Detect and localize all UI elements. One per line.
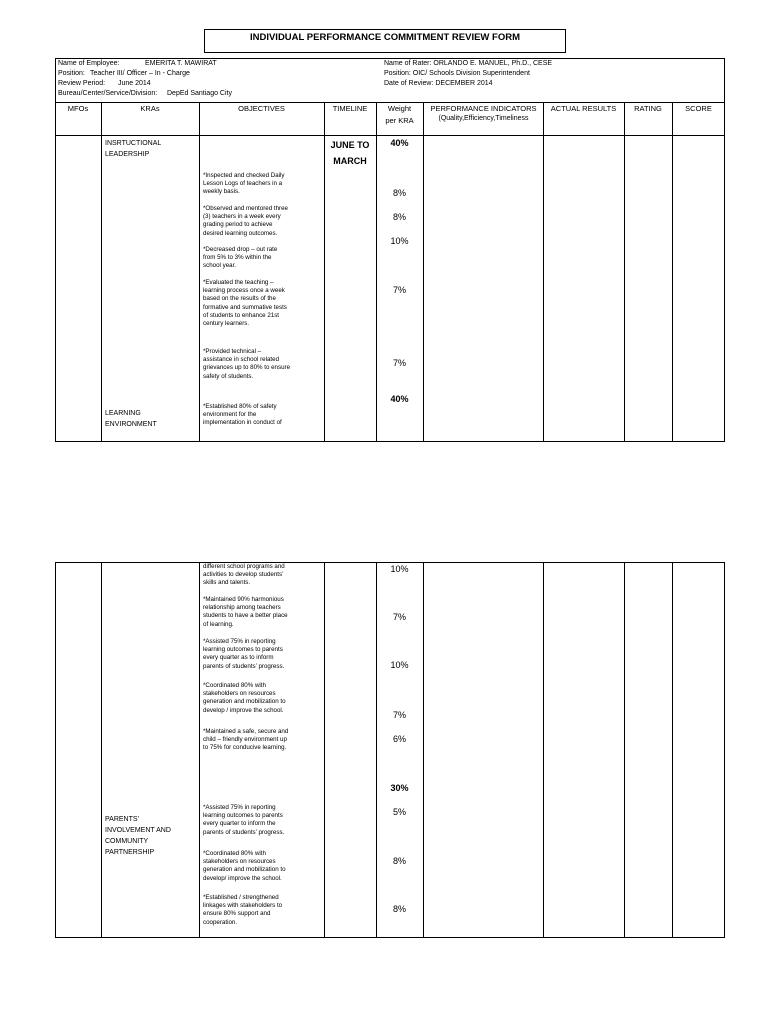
objective-item: *Observed and mentored three (3) teachers in a week every grading period to achieve desired learning outcomes. xyxy=(203,205,288,237)
objective-item: *Maintained a safe, secure and child – friendly environment up to 75% for conducive learning. xyxy=(203,728,289,752)
objective-item: *Established / strengthened linkages with stakeholders to ensure 80% support and cooperation. xyxy=(203,894,283,926)
weight-value: 6% xyxy=(392,734,406,744)
bureau-label: Bureau/Center/Service/Division: xyxy=(58,90,158,97)
objective-item: *Decreased drop – out rate from 5% to 3% within the school year. xyxy=(203,246,278,270)
objective-item: *Maintained 90% harmonious relationship among teachers students to have a better place of learning. xyxy=(203,596,288,628)
weight-value: 8% xyxy=(392,904,406,914)
weight-value: 7% xyxy=(392,612,406,622)
objective-item: *Evaluated the teaching – learning process once a week based on the results of the formative and summative tests of students to enhance 21st century learners. xyxy=(203,279,287,328)
weight-value: 8% xyxy=(392,212,406,222)
header-weight: Weight xyxy=(387,104,412,113)
header-actual-results: ACTUAL RESULTS xyxy=(550,104,617,113)
weight-value: 10% xyxy=(390,236,409,246)
objective-item: *Established 80% of safety environment for the implementation in conduct of xyxy=(203,403,282,427)
objective-item: *Assisted 75% in reporting learning outcomes to parents every quarter as to inform parents of students’ progress. xyxy=(203,638,285,670)
review-period-label: Review Period: xyxy=(58,80,106,87)
form-title: INDIVIDUAL PERFORMANCE COMMITMENT REVIEW FORM xyxy=(204,29,566,53)
header-objectives: OBJECTIVES xyxy=(238,104,285,113)
bureau-value: DepEd Santiago City xyxy=(167,90,232,97)
rater-position: Position: OIC/ Schools Division Superintendent xyxy=(384,70,530,77)
header-weight-per-kra: per KRA xyxy=(385,116,414,125)
header-performance-indicators: PERFORMANCE INDICATORS xyxy=(430,104,537,113)
weight-value: 5% xyxy=(392,807,406,817)
position-label: Position: xyxy=(58,70,85,77)
employee-name: EMERITA T. MAWIRAT xyxy=(145,60,217,67)
header-timeline: TIMELINE xyxy=(332,104,368,113)
employee-name-label: Name of Employee: xyxy=(58,60,120,67)
kra-learning-environment: LEARNING ENVIRONMENT xyxy=(105,410,157,428)
rater-name: Name of Rater: ORLANDO E. MANUEL, Ph.D., CESE xyxy=(384,60,553,67)
kra-instructional-leadership: INSRTUCTIONAL LEADERSHIP xyxy=(105,140,162,158)
weight-value: 10% xyxy=(390,564,409,574)
review-date: Date of Review: DECEMBER 2014 xyxy=(384,80,493,87)
weight-value: 8% xyxy=(392,188,406,198)
header-rating: RATING xyxy=(634,104,662,113)
header-score: SCORE xyxy=(685,104,712,113)
objective-item: *Assisted 75% in reporting learning outcomes to parents every quarter to inform the parents of students’ progress. xyxy=(203,804,285,836)
weight-value: 10% xyxy=(390,660,409,670)
weight-value: 7% xyxy=(392,710,406,720)
objective-item: *Inspected and checked Daily Lesson Logs of teachers in a weekly basis. xyxy=(203,172,285,196)
weight-value: 8% xyxy=(392,856,406,866)
header-kras: KRAs xyxy=(140,104,160,113)
objective-item: *Coordinated 80% with stakeholders on resources generation and mobilization to develop/ improve the school. xyxy=(203,850,286,882)
header-indicators-detail: (Quality,Efficiency,Timeliness xyxy=(438,115,529,122)
employee-position: Teacher III/ Officer – In - Charge xyxy=(90,70,190,77)
objective-item: *Provided technical – assistance in school related grievances up to 80% to ensure safety of students. xyxy=(203,348,291,380)
weight-value: 30% xyxy=(390,783,409,793)
weight-value: 40% xyxy=(390,394,409,404)
review-period: June 2014 xyxy=(118,80,151,87)
objective-item: different school programs and activities to develop students’ skills and talents. xyxy=(203,563,285,587)
weight-value: 7% xyxy=(392,285,406,295)
objective-item: *Coordinated 80% with stakeholders on resources generation and mobilization to develop / improve the school. xyxy=(203,682,286,714)
kra-parents-involvement: PARENTS’ INVOLVEMENT AND COMMUNITY PARTNERSHIP xyxy=(105,816,171,856)
weight-value: 40% xyxy=(390,138,409,148)
weight-value: 7% xyxy=(392,358,406,368)
timeline-value: JUNE TO MARCH xyxy=(330,140,370,166)
header-mfos: MFOs xyxy=(67,104,89,113)
